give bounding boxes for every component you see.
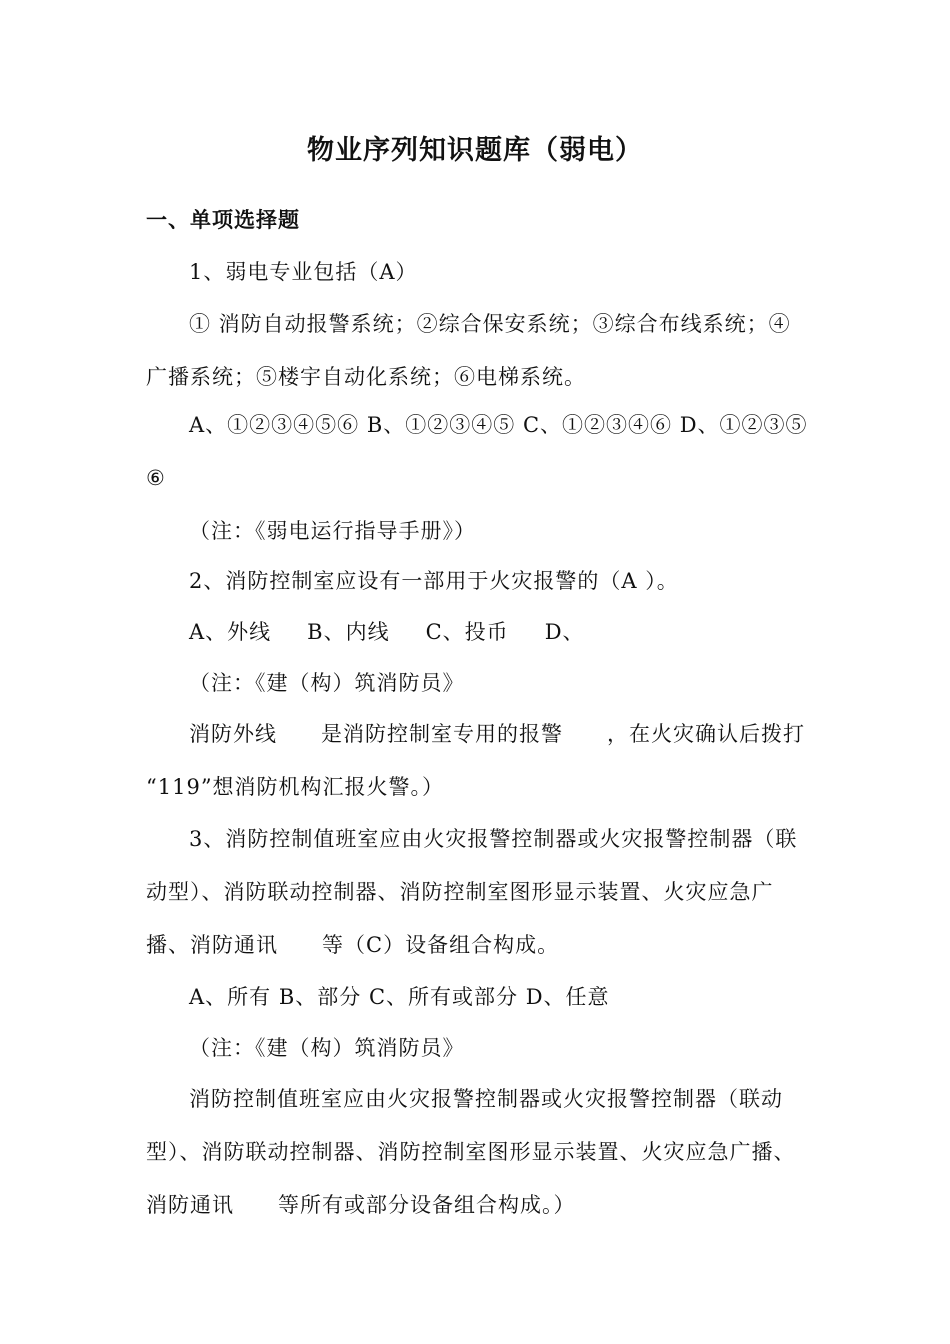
stem-part-1: 播、消防通讯 — [146, 933, 278, 957]
question-3-options: A、所有 B、部分 C、所有或部分 D、任意 — [189, 985, 610, 1009]
question-1-options-line-1: A、①②③④⑤⑥ B、①②③④⑤ C、①②③④⑥ D、①②③⑤ — [189, 413, 808, 437]
question-1-note: （注：《弱电运行指导手册》） — [189, 519, 476, 543]
question-2-explanation-line-2: “119”想消防机构汇报火警。） — [146, 775, 445, 799]
question-3-stem-line-3 — [146, 931, 559, 959]
document-title: 物业序列知识题库（弱电） — [307, 135, 643, 166]
question-2-options — [189, 618, 585, 646]
option-c: C、投币 — [425, 620, 509, 644]
explain-part-3: ，在火灾确认后拨打 — [607, 722, 805, 746]
question-1-items-line-1: ① 消防自动报警系统；②综合保安系统；③综合布线系统；④ — [189, 312, 791, 336]
question-1-items-line-2: 广播系统；⑤楼宇自动化系统；⑥电梯系统。 — [146, 365, 586, 389]
question-2-note: （注：《建（构）筑消防员》 — [189, 671, 465, 695]
explain-part-1: 消防通讯 — [146, 1193, 234, 1217]
question-1-stem: 1、弱电专业包括（A） — [189, 260, 418, 284]
option-d: D、 — [544, 620, 585, 644]
question-3-explanation-line-3 — [146, 1191, 576, 1219]
question-2-stem: 2、消防控制室应设有一部用于火灾报警的（A ）。 — [189, 569, 679, 593]
question-3-explanation-line-2: 型）、消防联动控制器、消防控制室图形显示装置、火灾应急广播、 — [146, 1140, 796, 1164]
question-3-stem-line-2: 动型）、消防联动控制器、消防控制室图形显示装置、火灾应急广 — [146, 880, 774, 904]
question-3-stem-line-1: 3、消防控制值班室应由火灾报警控制器或火灾报警控制器（联 — [189, 827, 798, 851]
question-3-explanation-line-1: 消防控制值班室应由火灾报警控制器或火灾报警控制器（联动 — [189, 1087, 783, 1111]
question-2-explanation-line-1 — [189, 720, 805, 748]
question-3-note: （注：《建（构）筑消防员》 — [189, 1036, 465, 1060]
explain-part-2: 是消防控制室专用的报警 — [321, 722, 563, 746]
stem-part-2: 等（C）设备组合构成。 — [322, 933, 560, 957]
option-a: A、外线 — [189, 620, 272, 644]
question-1-options-line-2: ⑥ — [146, 466, 166, 490]
explain-part-2: 等所有或部分设备组合构成。） — [278, 1193, 576, 1217]
explain-part-1: 消防外线 — [189, 722, 277, 746]
option-b: B、内线 — [307, 620, 390, 644]
section-heading: 一、单项选择题 — [146, 208, 300, 232]
